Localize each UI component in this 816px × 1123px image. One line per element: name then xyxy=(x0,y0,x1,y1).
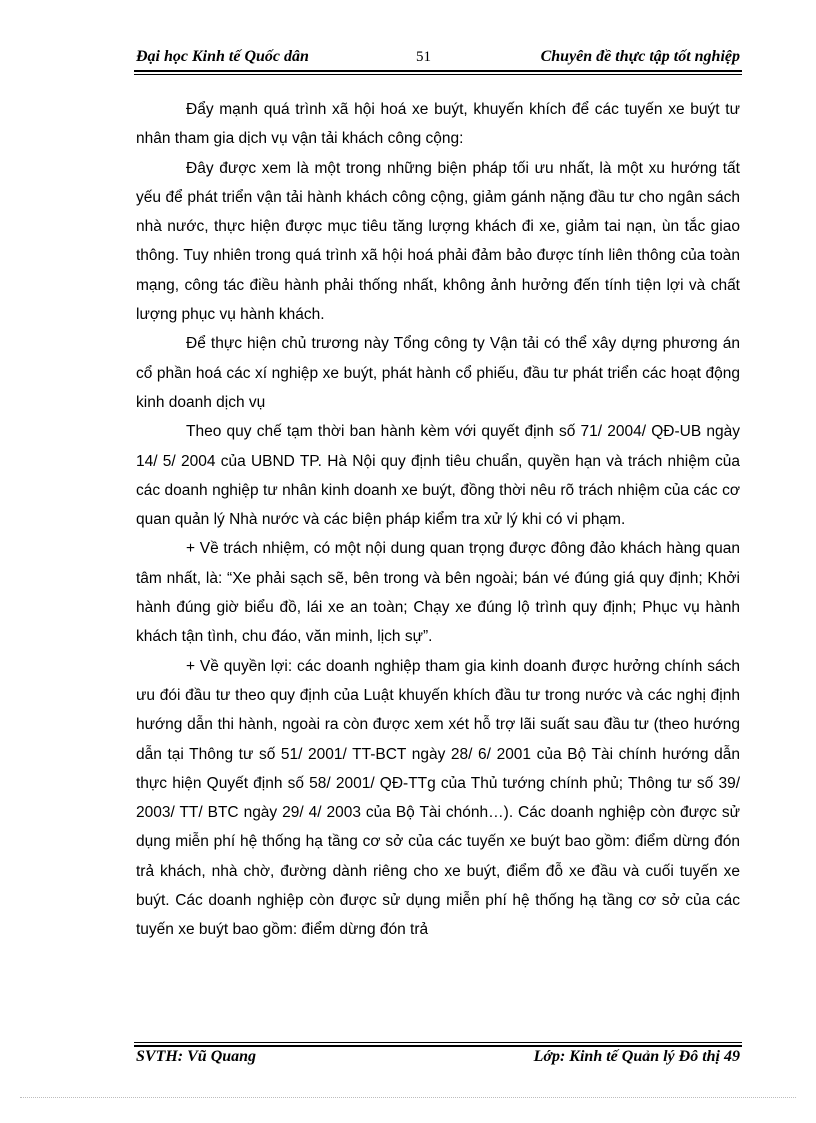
paragraph-1: Đẩy mạnh quá trình xã hội hoá xe buýt, khuyến khích để các tuyến xe buýt tư nhân tham gia dịch vụ vận tải khách công cộng: xyxy=(136,101,740,148)
paragraph-6: + Về quyền lợi: các doanh nghiệp tham gia kinh doanh được hưởng chính sách ưu đói đầu tư theo quy định của Luật khuyến khích đầu tư trong nước và các nghị định hướng dẫn thi hành, ngoài ra còn được xem xét hỗ trợ lãi suất sau đầu tư (theo hướng dẫn tại Thông tư số 51/ 2001/ TT-BCT ngày 28/ 6/ 2001 của Bộ Tài chính hướng dẫn thực hiện Quyết định số 58/ 2001/ QĐ-TTg của Thủ tướng chính phủ; Thông tư số 39/ 2003/ TT/ BTC ngày 29/ 4/ 2003 của Bộ Tài chónh…). Các doanh nghiệp còn được sử dụng miễn phí hệ thống hạ tầng cơ sở của các tuyến xe buýt bao gồm: điểm dừng đón trả khách, nhà chờ, đường dành riêng cho xe buýt, điểm đỗ xe đầu và cuối tuyến xe buýt. Các doanh nghiệp còn được sử dụng miễn phí hệ thống hạ tầng cơ sở của các tuyến xe buýt bao gồm: điểm dừng đón trả xyxy=(136,657,740,939)
footer-class: Lớp: Kinh tế Quản lý Đô thị 49 xyxy=(533,1048,740,1065)
header-rule xyxy=(134,70,742,75)
page-edge-divider xyxy=(20,1097,796,1098)
paragraph-2: Đây được xem là một trong những biện pháp tối ưu nhất, là một xu hướng tất yếu để phát triển vận tải hành khách công cộng, giảm gánh nặng đầu tư cho ngân sách nhà nước, thực hiện được mục tiêu tăng lượng khách đi xe, giảm tai nạn, ùn tắc giao thông. Tuy nhiên trong quá trình xã hội hoá phải đảm bảo được tính liên thông của toàn mạng, công tác điều hành phải thống nhất, không ảnh hưởng đến tính tiện lợi và chất lượng phục vụ hành khách. xyxy=(136,159,740,324)
header-report-title: Chuyên đề thực tập tốt nghiệp xyxy=(540,48,740,65)
paragraph-3: Để thực hiện chủ trương này Tổng công ty Vận tải có thể xây dựng phương án cổ phần hoá các xí nghiệp xe buýt, phát hành cổ phiếu, đầu tư phát triển các hoạt động kinh doanh dịch vụ xyxy=(136,335,740,411)
page-header xyxy=(136,46,740,70)
paragraph-5: + Về trách nhiệm, có một nội dung quan trọng được đông đảo khách hàng quan tâm nhất, là: “Xe phải sạch sẽ, bên trong và bên ngoài; bán vé đúng giá quy định; Khởi hành đúng giờ biểu đồ, lái xe an toàn; Chạy xe đúng lộ trình quy định; Phục vụ hành khách tận tình, chu đáo, văn minh, lịch sự”. xyxy=(136,540,740,646)
page-number: 51 xyxy=(416,49,431,65)
footer-student: SVTH: Vũ Quang xyxy=(136,1048,257,1065)
page-footer xyxy=(136,1046,740,1070)
document-body xyxy=(136,95,740,945)
paragraph-4: Theo quy chế tạm thời ban hành kèm với quyết định số 71/ 2004/ QĐ-UB ngày 14/ 5/ 2004 của UBND TP. Hà Nội quy định tiêu chuẩn, quyền hạn và trách nhiệm của các doanh nghiệp tư nhân kinh doanh xe buýt, đồng thời nêu rõ trách nhiệm của các cơ quan quản lý Nhà nước và các biện pháp kiểm tra xử lý khi có vi phạm. xyxy=(136,423,740,529)
header-university: Đại học Kinh tế Quốc dân xyxy=(136,48,309,65)
